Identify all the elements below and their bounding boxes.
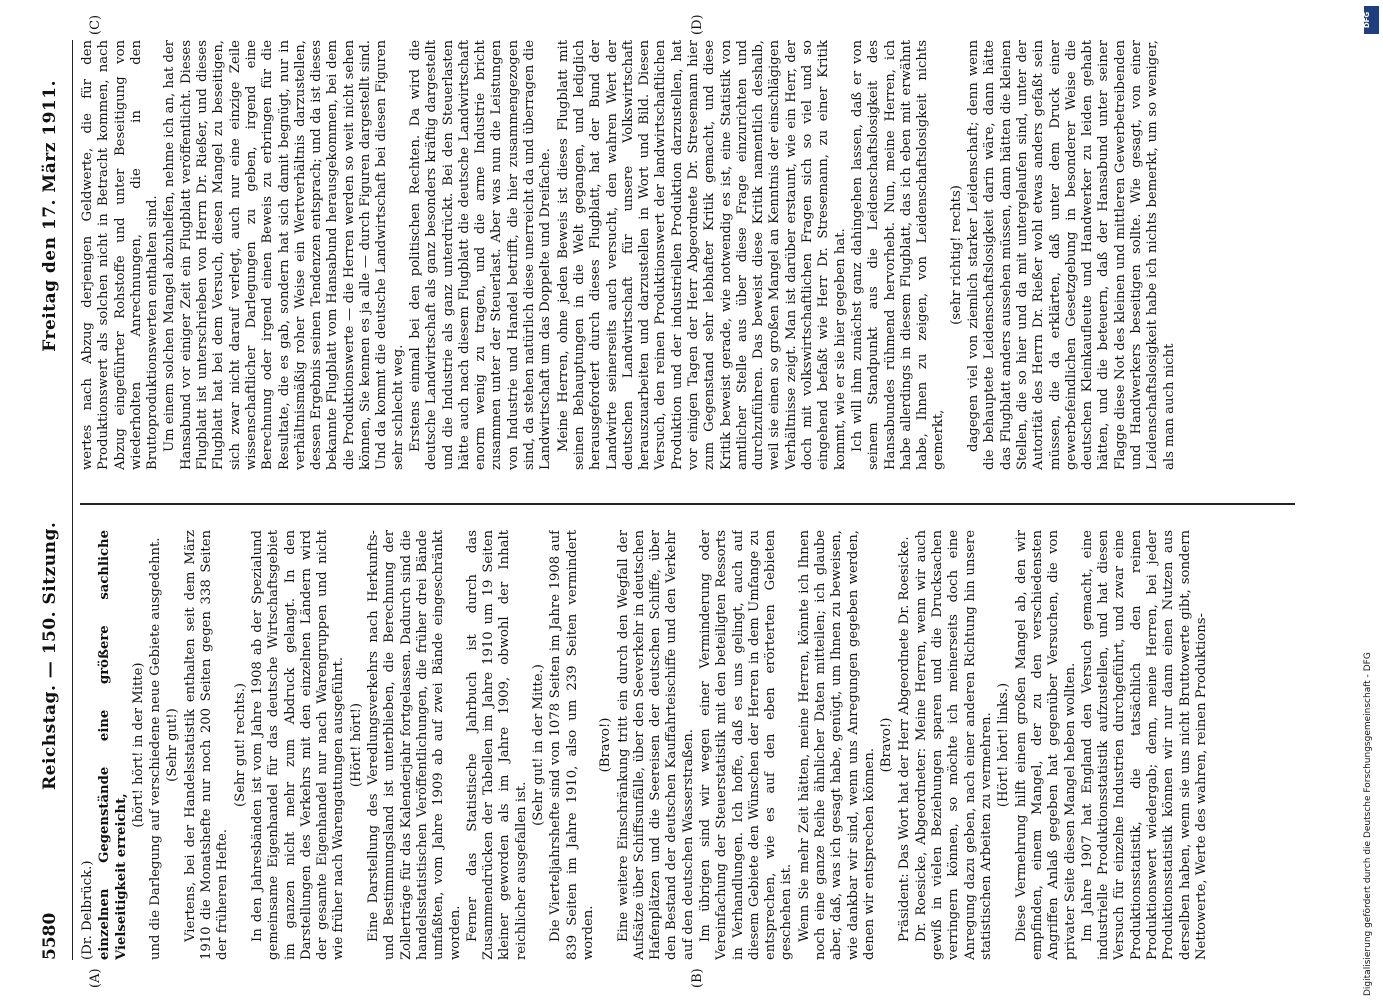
paragraph: Ich will ihm zunächst ganz dahingehen lassen, daß er von seinem Standpunkt aus die Leidenschaftslosigkeit des Hansabundes rühmend hervorhebt. Nun, meine Herren, ich habe allerdings in diesem Flugblatt, das ich eben mit erwähnt habe, Ihnen zu zeigen, von Leidenschaftslosigkeit nichts gemerkt, (849, 40, 947, 470)
paragraph: Um einem solchen Mangel abzuhelfen, nehme ich an, hat der Hansabund vor einiger Zeit ein Flugblatt veröffentlicht. Dieses Flugblatt ist unterschrieben von Herrn Dr. Rießer, und dieses Flugblatt hat bei dem Versuch, diesen Mangel zu beseitigen, sich zwar nicht darauf verlegt, auch nur eine einzige Zeile wissenschaftlicher Darlegungen zu geben, irgend eine Berechnung oder irgend einen Beweis zu erbringen für die Resultate, die es gab, sondern hat sich damit begnügt, nur in verhältnismäßig roher Weise ein Wertverhältnis darzustellen, dessen Ergebnis seinen Tendenzen entsprach; und da ist dieses bekannte Flugblatt vom Hansabund herausgekommen, bei dem die Produktionswerte — die Herren werden so weit nicht sehen können, Sie kennen es ja alle — durch Figuren dargestellt sind. Und da kommt die deutsche Landwirtschaft bei diesen Figuren sehr schlecht weg. (162, 40, 406, 470)
margin-mark-a: (A) (88, 968, 103, 988)
right-text-column (80, 40, 1310, 470)
paragraph: Ferner das Statistische Jahrbuch ist durch das Zusammendrücken der Tabellen im Jahre 1910 um 19 Seiten kleiner geworden als im Jahre 1909, obwohl der Inhalt reichlicher ausgefallen ist. (464, 530, 529, 960)
paragraph: Erstens einmal bei den politischen Rechten. Da wird die deutsche Landwirtschaft als ganz besonders kräftig dargestellt und die Industrie als ganz unterdrückt. Bei den Steuerlasten hätte auch nach diesem Flugblatt die deutsche Landwirtschaft enorm wenig zu tragen, und die arme Industrie bricht zusammen unter der Steuerlast. Aber was nun die Leistungen von Industrie und Handel betrifft, die hier zusammengezogen sind, da stehen natürlich diese unerreicht da und überragen die Landwirtschaft um das Doppelte und Dreifache. (407, 40, 554, 470)
paragraph: (hört! hört! in der Mitte) (130, 662, 146, 828)
paragraph: Diese Vermehrung hilft einem großen Mangel ab, den wir empfinden, einem Mangel, der zu den verschiedensten Angriffen Anlaß gegeben hat gegenüber Versuchen, die von privater Seite diesen Mangel heben wollten. (1013, 530, 1078, 960)
paragraph: (Dr. Delbrück.) (80, 860, 95, 960)
page-title: Reichstag. — 150. Sitzung. (40, 521, 60, 790)
paragraph: (Bravo!) (598, 717, 614, 773)
header-rule (72, 40, 73, 960)
paragraph: und die Darlegung auf verschiedene neue Gebiete ausgedehnt. (148, 537, 164, 960)
paragraph: Eine Darstellung des Veredlungsverkehrs nach Herkunfts- und Bestimmungsland ist unterblieben, die Berechnung der Zollerträge für das Kalenderjahr fortgelassen. Dadurch sind die handelsstatistischen Veröffentlichungen, die früher drei Bände umfaßten, vom Jahre 1909 ab auf zwei Bände eingeschränkt worden. (366, 530, 463, 960)
margin-mark-b: (B) (690, 968, 705, 988)
paragraph: dagegen viel von ziemlich starker Leidenschaft; denn wenn die behauptete Leidenschaftslosigkeit darin wäre, dann hätte das Flugblatt anders aussehen müssen, dann hätten die kleinen Stellen, die so hier und da mit untergelaufen sind, unter der Autorität des Herrn Dr. Rießer wohl etwas anders gefaßt sein müssen, die da erklärten, daß unter dem Druck einer gewerbefeindlichen Gesetzgebung in besonderer Weise die deutschen Kleinkaufleute und Handwerker zu leiden gehabt hätten, und die beteuern, daß der Hansabund unter seiner Flagge diese Not des kleinen und mittleren Gewerbetreibenden und Handwerkers beseitigen sollte. Wie gesagt, von einer Leidenschaftslosigkeit habe ich nichts bemerkt, um so weniger, als man auch nicht (966, 40, 1177, 470)
margin-mark-d: (D) (690, 14, 705, 35)
paragraph: In den Jahresbänden ist vom Jahre 1908 ab der Spezialund gemeinsame Eigenhandel für das deutsche Wirtschaftsgebiet im ganzen nicht mehr zum Abdruck gelangt. In den Darstellungen des Verkehrs mit den einzelnen Ländern wird der gesamte Eigenhandel nur nach Warengruppen und nicht wie früher nach Warengattungen ausgeführt. (249, 530, 347, 960)
digitization-note: Digitalisierung gefördert durch die Deutsche Forschungsgemeinschaft - DFG (1363, 652, 1373, 996)
paragraph: (sehr richtig! rechts) (948, 185, 964, 325)
paragraph: Dr. Roesicke, Abgeordneter: Meine Herren, wenn wir auch gewiß in vielen Beziehungen sparen und die Drucksachen verringern können, so möchte ich meinerseits doch eine Anregung dazu geben, nach einer anderen Richtung hin unsere statistischen Arbeiten zu vermehren. (913, 530, 995, 960)
left-text-column (80, 530, 1310, 960)
side-note (1363, 6, 1379, 996)
paragraph: einzelnen Gegenstände eine größere sachliche Vielseitigkeit erreicht, (97, 530, 129, 960)
dfg-logo: DFG (1364, 6, 1379, 34)
session-date: Freitag den 17. März 1911. (40, 80, 60, 352)
paragraph: wertes nach Abzug derjenigen Geldwerte, die für den Produktionswert als solchen nicht in Betracht kommen, nach Abzug eingeführter Rohstoffe und unter Beseitigung von wiederholten Anrechnungen, die in den Bruttoproduktionswerten enthalten sind. (80, 40, 161, 470)
paragraph: Meine Herren, ohne jeden Beweis ist dieses Flugblatt mit seinen Behauptungen in die Welt gegangen, und lediglich herausgefordert durch dieses Flugblatt, hat der Bund der Landwirte seinerseits auch versucht, den wahren Wert der deutschen Landwirtschaft für unsere Volkswirtschaft herauszuarbeiten und darzustellen in Wort und Bild. Diesen Versuch, den reinen Produktionswert der landwirtschaftlichen Produktion und der industriellen Produktion darzustellen, hat vor einigen Tagen der Herr Abgeordnete Dr. Stresemann hier zum Gegenstand sehr lebhafter Kritik gemacht, und diese Kritik beweist gerade, wie notwendig es ist, eine Statistik von amtlicher Stelle aus über diese Frage einzurichten und durchzuführen. Das beweist diese Kritik namentlich deshalb, weil sie einen so großen Mangel an Kenntnis der einschlägigen Verhältnisse zeigt. Man ist darüber erstaunt, wie ein Herr, der doch mit volkswirtschaftlichen Fragen sich so viel und so eingehend befaßt wie Herr Dr. Stresemann, zu einer Kritik kommt, wie er sie hier gegeben hat. (555, 40, 848, 470)
paragraph: Im Jahre 1907 hat England den Versuch gemacht, eine industrielle Produktionsstatistik aufzustellen, und hat diesen Versuch für einzelne Industrien durchgeführt, und zwar eine Produktionsstatistik, die tatsächlich den reinen Produktionswert wiedergab; denn, meine Herren, bei jeder Produktionsstatistik können wir nur dann einen Nutzen aus derselben haben, wenn sie uns nicht Bruttowerte gibt, sondern Nettowerte, Werte des wahren, reinen Produktions- (1079, 530, 1209, 960)
paragraph: (Bravo!) (879, 717, 895, 773)
margin-mark-c: (C) (88, 14, 103, 35)
paragraph: Im übrigen sind wir wegen einer Verminderung oder Vereinfachung der Steuerstatistik mit den beteiligten Ressorts in Verhandlungen. Ich hoffe, daß es uns gelingt, auch auf diesem Gebiete den Wünschen der Herren in dem Umfange zu entsprechen, wie es auf den eben erörterten Gebieten geschehen ist. (697, 530, 795, 960)
paragraph: (Hört! hört!) (348, 702, 364, 788)
paragraph: Eine weitere Einschränkung tritt ein durch den Wegfall der Aufsätze über Schiffsunfälle, über den Seeverkehr in deutschen Hafenplätzen und die Seereisen der deutschen Schiffe, über den Bestand der deutschen Kauffahrteischiffe und den Verkehr auf den deutschen Wasserstraßen. (615, 530, 696, 960)
page-number: 5580 (40, 912, 60, 960)
paragraph: (Hört! hört! links.) (996, 682, 1012, 808)
paragraph: (Sehr gut!) (165, 708, 181, 782)
paragraph: Viertens, bei der Handelsstatistik enthalten seit dem März 1910 die Monatshefte nur noch 200 Seiten gegen 338 Seiten der früheren Hefte. (182, 530, 231, 960)
paragraph: Die Vierteljahrshefte sind von 1078 Seiten im Jahre 1908 auf 839 Seiten im Jahre 1910, also um 239 Seiten vermindert worden. (548, 530, 596, 960)
paragraph: (Sehr gut! in der Mitte.) (531, 664, 547, 826)
paragraph: (Sehr gut! rechts.) (232, 682, 248, 808)
paragraph: Präsident: Das Wort hat der Herr Abgeordnete Dr. Roesicke. (896, 536, 912, 942)
column-divider (80, 503, 1295, 505)
page-header (40, 40, 70, 960)
paragraph: Wenn Sie mehr Zeit hätten, meine Herren, könnte ich Ihnen noch eine ganze Reihe ähnlicher Daten mitteilen; ich glaube aber, daß, was ich gesagt habe, genügt, um Ihnen zu beweisen, wie dankbar wir sind, wenn uns Anregungen gegeben werden, denen wir entsprechen können. (796, 530, 877, 960)
